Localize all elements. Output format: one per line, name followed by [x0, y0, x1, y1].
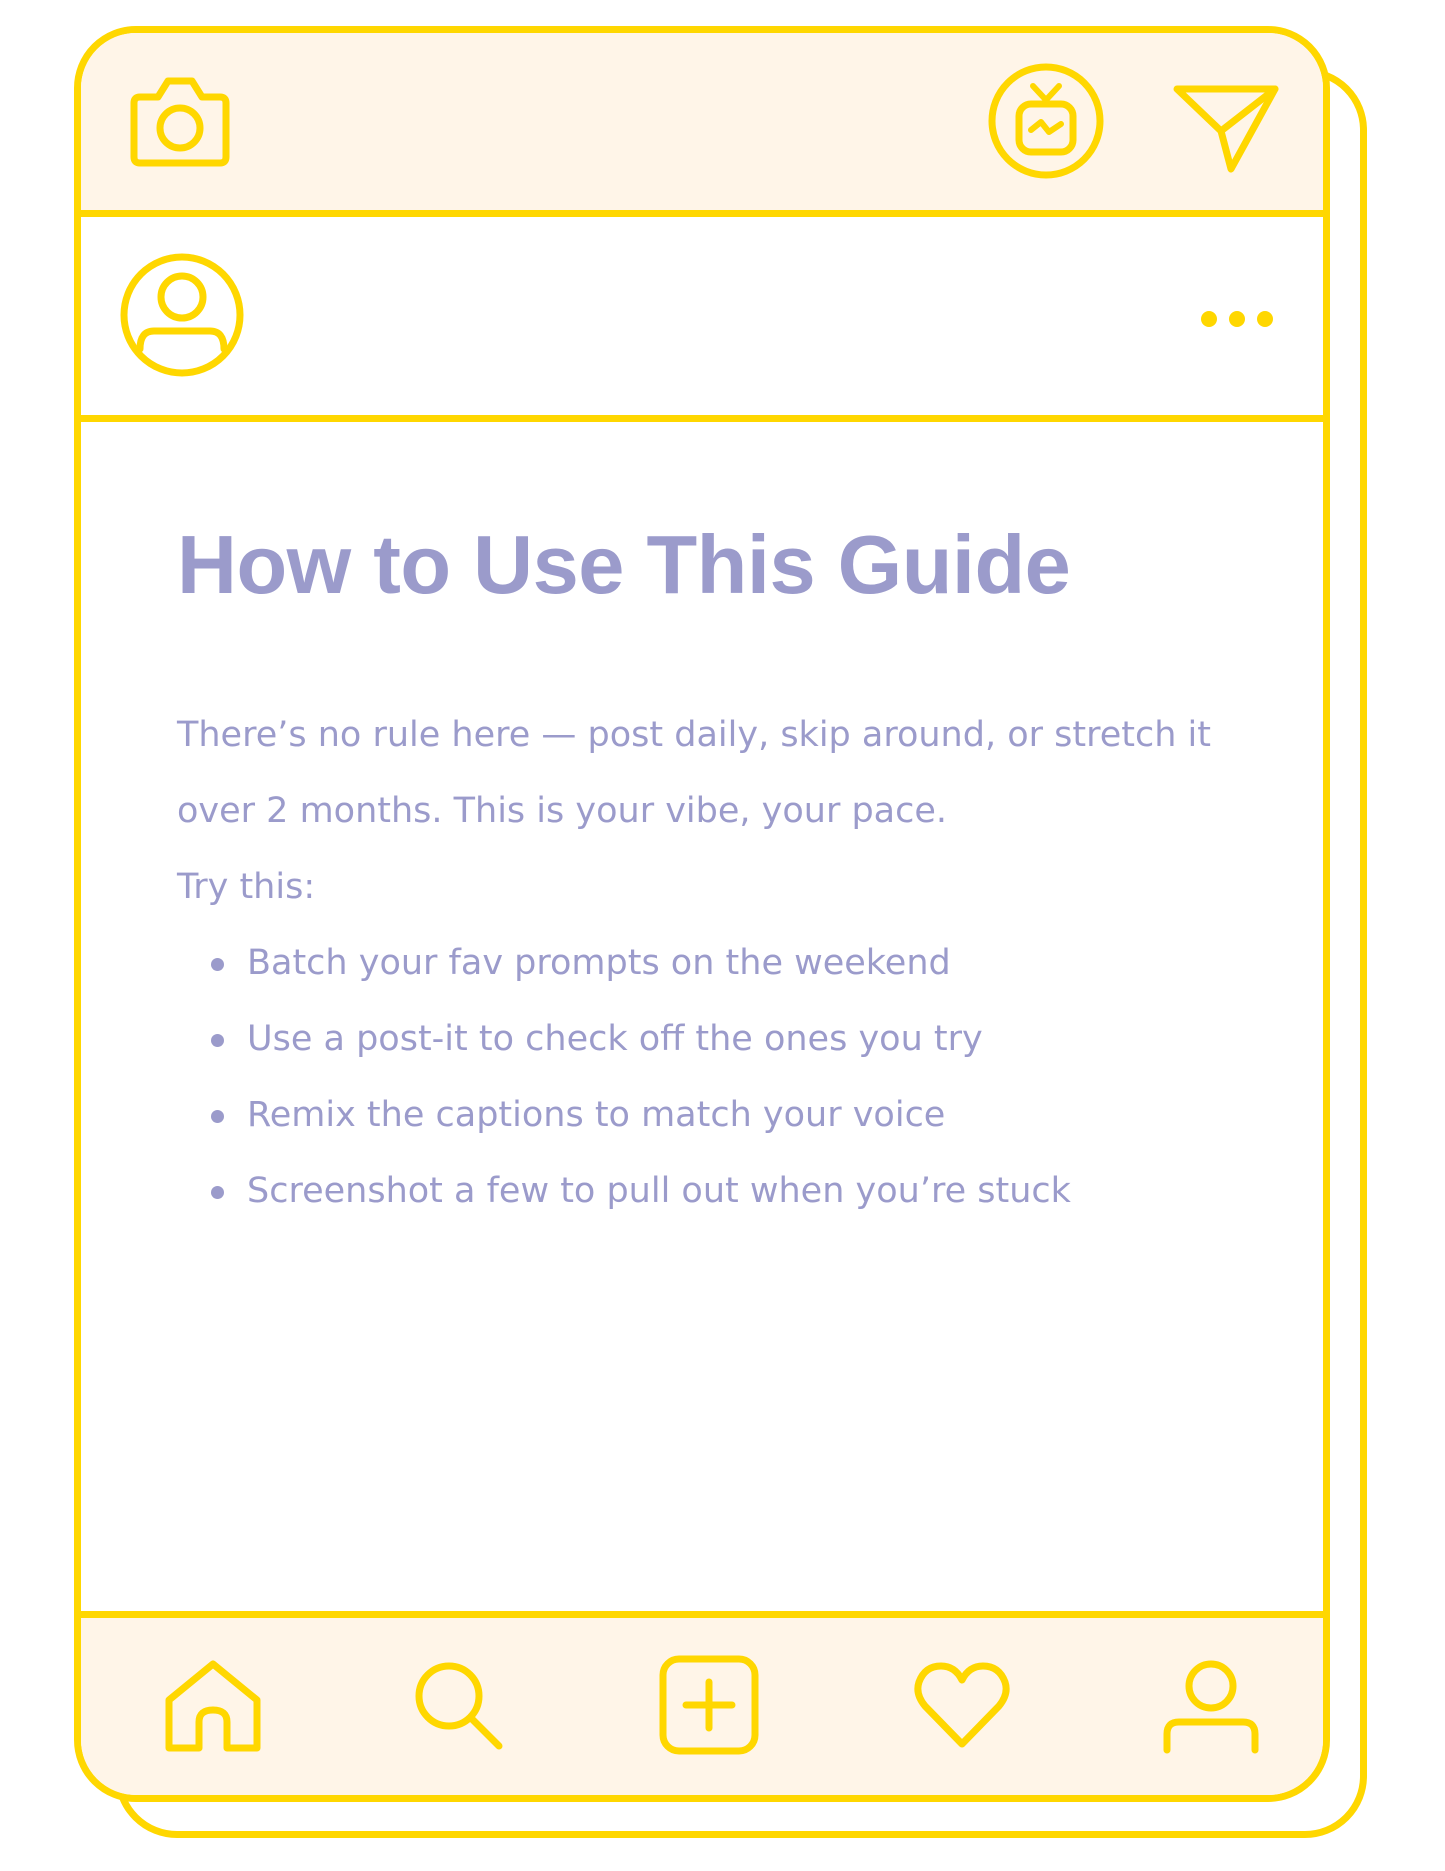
post-content	[81, 422, 1323, 1611]
add-post-icon[interactable]	[658, 1654, 760, 1756]
bullet-icon	[211, 1110, 224, 1123]
bullet-icon	[211, 1034, 224, 1047]
tip-text: Batch your fav prompts on the weekend	[247, 943, 951, 983]
page-title: How to Use This Guide	[177, 518, 1071, 611]
camera-icon[interactable]	[126, 73, 234, 171]
more-options-icon[interactable]	[1199, 307, 1275, 331]
intro-line-2: over 2 months. This is your vibe, your pace.	[177, 791, 948, 831]
bottom-nav	[81, 1611, 1323, 1795]
profile-icon[interactable]	[1161, 1658, 1261, 1754]
profile-bar	[81, 217, 1323, 422]
heart-icon[interactable]	[913, 1660, 1011, 1750]
list-item	[247, 1001, 1237, 1077]
bullet-icon	[211, 958, 224, 971]
bullet-icon	[211, 1186, 224, 1199]
try-label: Try this:	[177, 867, 316, 907]
igtv-icon[interactable]	[987, 62, 1105, 180]
avatar-icon[interactable]	[118, 251, 246, 379]
tip-text: Screenshot a few to pull out when you’re stuck	[247, 1171, 1071, 1211]
list-item	[247, 1153, 1237, 1229]
intro-line-1: There’s no rule here — post daily, skip around, or stretch it	[177, 715, 1211, 755]
phone-frame	[74, 26, 1330, 1802]
tip-text: Remix the captions to match your voice	[247, 1095, 946, 1135]
tips-list	[177, 925, 1237, 1229]
send-icon[interactable]	[1171, 81, 1281, 177]
search-icon[interactable]	[411, 1658, 507, 1754]
list-item	[247, 925, 1237, 1001]
guide-body	[177, 697, 1237, 1229]
home-icon[interactable]	[161, 1658, 265, 1754]
list-item	[247, 1077, 1237, 1153]
tip-text: Use a post-it to check off the ones you try	[247, 1019, 983, 1059]
top-bar	[81, 33, 1323, 217]
